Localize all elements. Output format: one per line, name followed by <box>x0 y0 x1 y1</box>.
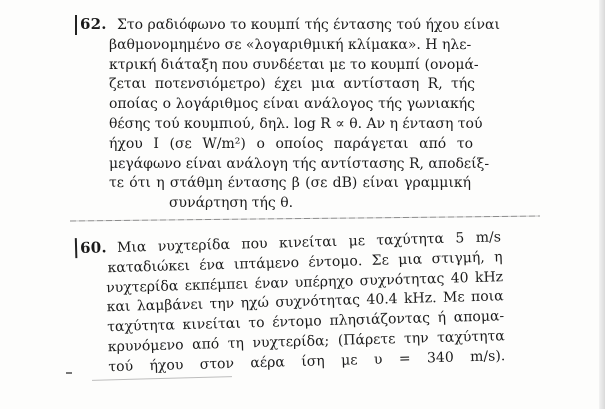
problem-62-line: Στο ραδιόφωνο το κουμπί τής έντασης τού ήχου είναι <box>117 17 500 33</box>
problem-62-line: οποίας ο λογάριθμος είναι ανάλογος τής γωνιακής <box>109 96 475 113</box>
problem-60-line: Μια νυχτερίδα που κινείται με ταχύτητα 5 m/s <box>116 229 502 256</box>
problem-62-line: κτρική διάταξη που συνδέεται με το κουμπί (ονομά- <box>109 56 479 73</box>
problem-62-line: ήχου I (σε W/m²) ο οποίος παράγεται από το <box>109 135 473 152</box>
scan-edge <box>599 0 605 409</box>
scan-mark <box>66 372 72 374</box>
problem-62-line: ζεται ποτενσιόμετρο) έχει μια αντίσταση R, τής <box>109 76 475 93</box>
problem-62-line: θέσης τού κουμπιού, δηλ. log R ∝ θ. Αν η ένταση τού <box>109 115 483 132</box>
problem-60-text <box>105 228 506 377</box>
problem-62-line: συνάρτηση τής θ. <box>169 195 294 212</box>
problem-60-line: κρυνόμενο από τη νυχτερίδα; (Πάρετε την ταχύτητα <box>107 328 505 356</box>
problem-60-margin-bar <box>75 238 78 258</box>
problem-62-line: μεγάφωνο είναι ανάλογη τής αντίστασης R, αποδείξ- <box>109 155 490 172</box>
problem-62-line: τε ότι η στάθμη έντασης β (σε dB) είναι γραμμική <box>109 175 471 192</box>
problem-60-line: νυχτερίδα εκπέμπει έναν υπέρηχο συχνότητας 40 kHz <box>105 268 504 296</box>
problem-62-line: βαθμονομημένο σε «λογαριθμική κλίμακα». Η ηλε- <box>109 36 472 53</box>
problem-62-number: 62. <box>80 15 107 33</box>
problem-60-line: ταχύτητα κινείται το έντομο πλησιάζοντας ή απομα- <box>107 308 505 336</box>
problem-60-line: καταδιώκει ένα ιπτάμενο έντομο. Σε μια στιγμή, η <box>107 249 503 277</box>
problem-60-number: 60. <box>79 238 108 257</box>
problem-60-line: και λαμβάνει την ηχώ συχνότητας 40.4 kHz. Με ποια <box>106 288 504 316</box>
problem-62-margin-bar <box>75 15 77 35</box>
problem-62-text <box>109 16 500 214</box>
problem-divider <box>70 216 540 222</box>
problem-60-line: τού ήχου στον αέρα ίση με υ = 340 m/s). <box>108 347 506 376</box>
